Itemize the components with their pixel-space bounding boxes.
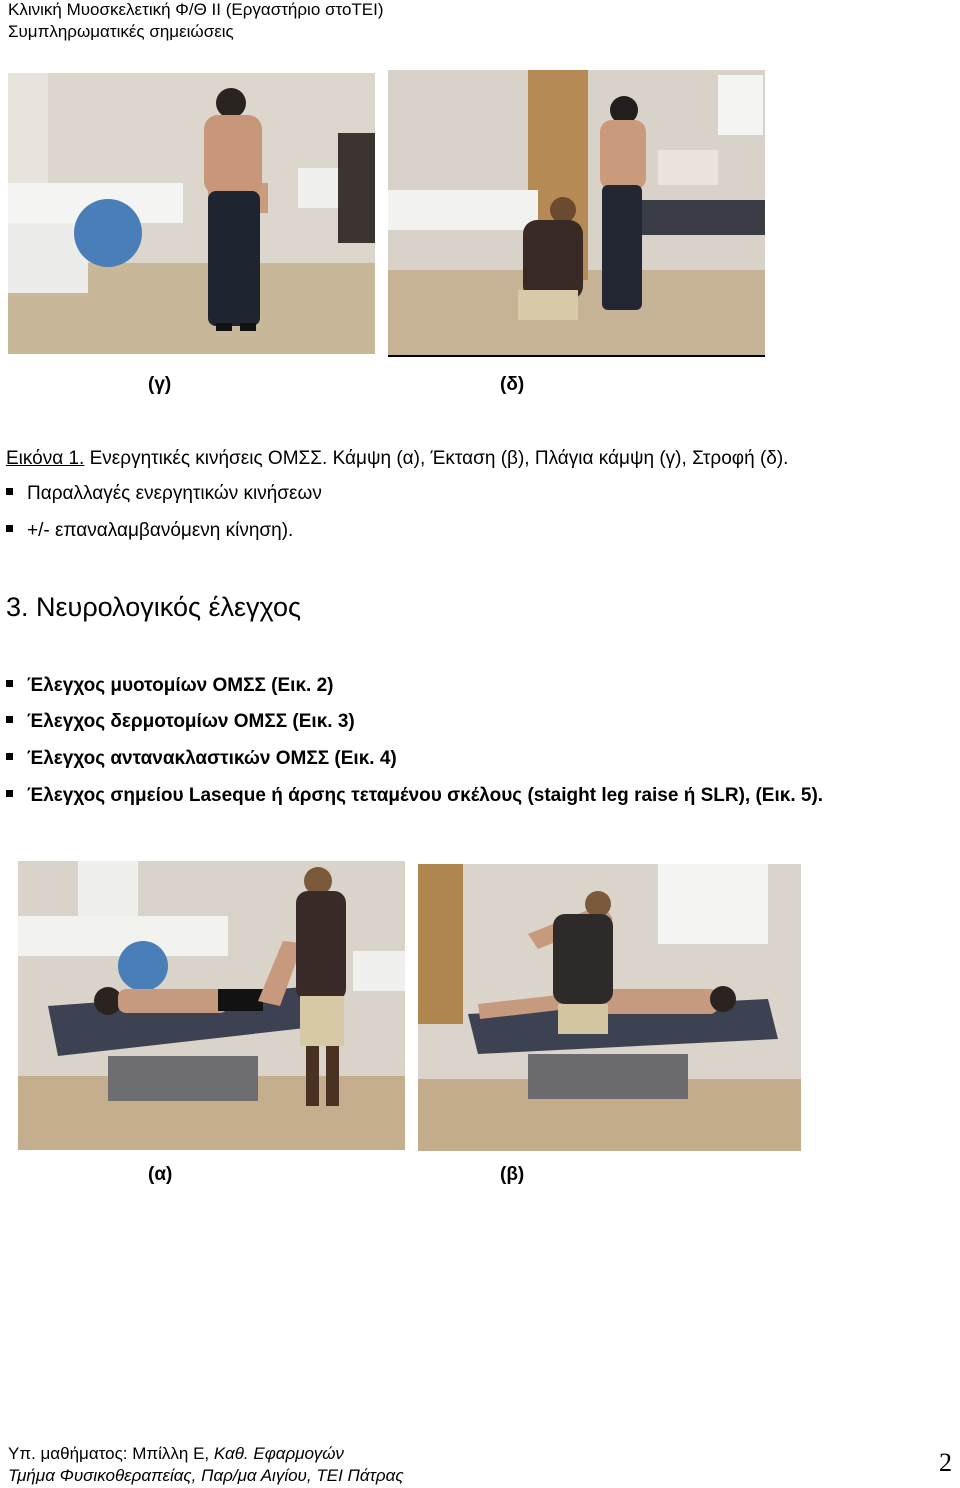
figure-rule <box>388 355 765 357</box>
bullet-square-icon <box>6 716 13 723</box>
bullet-item: Έλεγχος σημείου Laseque ή άρσης τεταμένου σκέλους (staight leg raise ή SLR), (Εικ. 5). <box>6 785 823 807</box>
section-title: 3. Νευρολογικός έλεγχος <box>6 592 302 622</box>
photo-slr-a <box>18 861 405 1150</box>
bullet-item: Παραλλαγές ενεργητικών κινήσεων <box>6 483 322 505</box>
bullet-square-icon <box>6 753 13 760</box>
photo-lateral-flexion <box>8 73 375 354</box>
figure-label-d: (δ) <box>500 374 525 395</box>
bullet-square-icon <box>6 525 13 532</box>
footer-author: Υπ. μαθήματος: Μπίλλη Ε, Καθ. Εφαρμογών <box>8 1444 344 1463</box>
bullet-item: Έλεγχος μυοτομίων ΟΜΣΣ (Εικ. 2) <box>6 675 334 697</box>
bullet-item: Έλεγχος αντανακλαστικών ΟΜΣΣ (Εικ. 4) <box>6 748 397 770</box>
bullet-item: Έλεγχος δερμοτομίων ΟΜΣΣ (Εικ. 3) <box>6 711 355 733</box>
figure-caption-label: Εικόνα 1. <box>6 448 85 469</box>
bullet-square-icon <box>6 680 13 687</box>
bullet-square-icon <box>6 488 13 495</box>
figure-label-b: (β) <box>500 1164 525 1185</box>
photo-rotation <box>388 70 765 355</box>
figure-caption <box>6 448 788 470</box>
figure-label-c: (γ) <box>148 374 172 395</box>
figure-caption-text: Ενεργητικές κινήσεις ΟΜΣΣ. Κάμψη (α), Έκταση (β), Πλάγια κάμψη (γ), Στροφή (δ). <box>84 448 789 469</box>
document-header-title: Κλινική Μυοσκελετική Φ/Θ ΙΙ (Εργαστήριο στοΤΕΙ) <box>8 0 384 19</box>
bullet-square-icon <box>6 790 13 797</box>
document-header-subtitle: Συμπληρωματικές σημειώσεις <box>8 22 234 41</box>
figure-label-a: (α) <box>148 1164 173 1185</box>
photo-slr-b <box>418 864 801 1151</box>
bullet-item: +/- επαναλαμβανόμενη κίνηση). <box>6 520 293 542</box>
page-number: 2 <box>939 1448 952 1477</box>
footer-department: Τμήμα Φυσικοθεραπείας, Παρ/μα Αιγίου, ΤΕΙ Πάτρας <box>8 1466 404 1485</box>
